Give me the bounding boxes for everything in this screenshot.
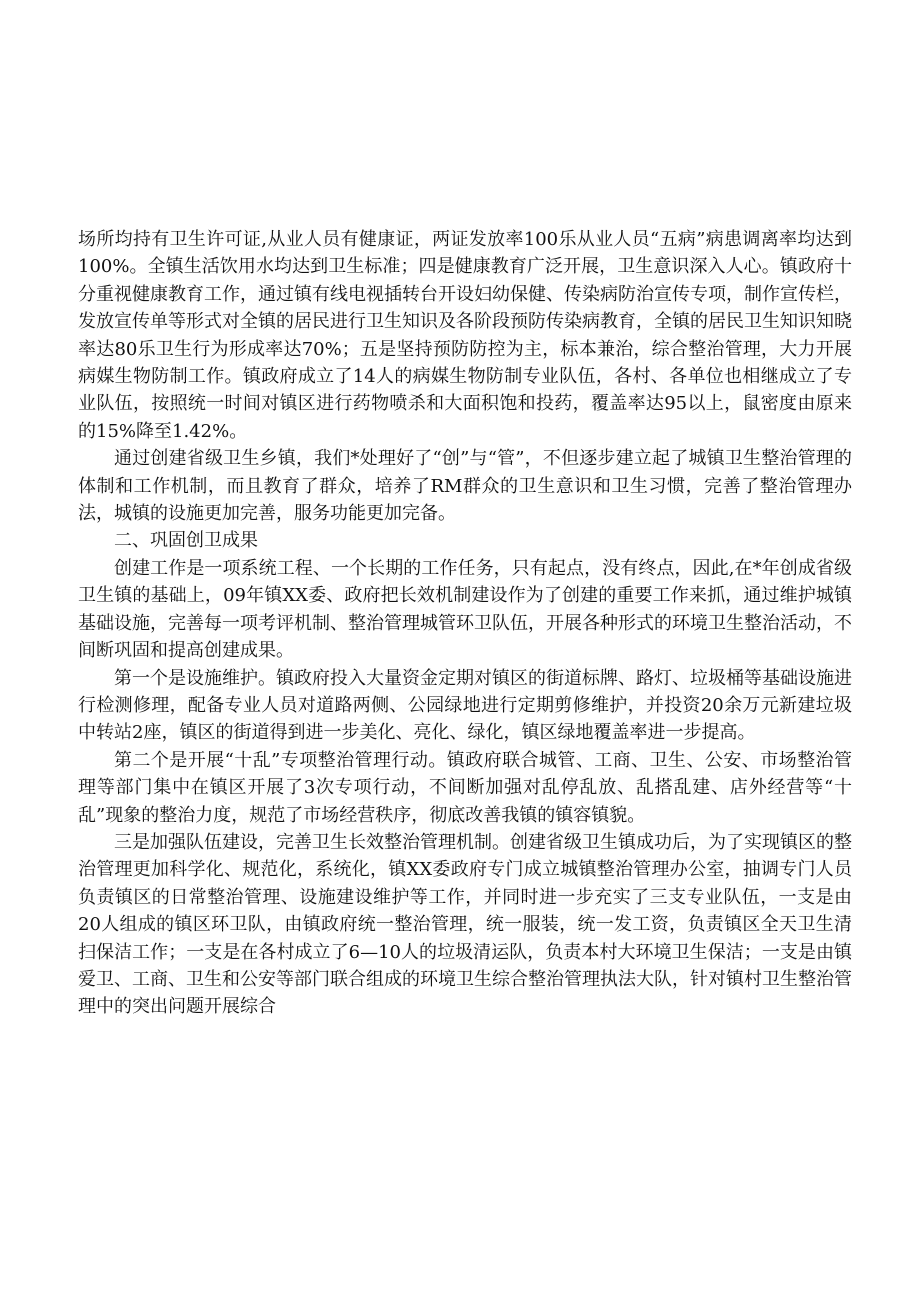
paragraph-special-action: 第二个是开展“十乱”专项整治管理行动。镇政府联合城管、工商、卫生、公安、市场整治管理等部门集中在镇区开展了3次专项行动，不间断加强对乱停乱放、乱搭乱建、店外经营等“十乱”现象的整治力度，规范了市场经营秩序，彻底改善我镇的镇容镇貌。 xyxy=(78,749,852,826)
section-heading: 二、巩固创卫成果 xyxy=(114,530,258,552)
paragraph-summary: 通过创建省级卫生乡镇，我们*处理好了“创”与“管”，不但逐步建立起了城镇卫生整治管理的体制和工作机制，而且教育了群众，培养了RM群众的卫生意识和卫生习惯，完善了整治管理办法，城镇的设施更加完善，服务功能更加完备。 xyxy=(78,448,852,525)
paragraph-team-building: 三是加强队伍建设，完善卫生长效整治管理机制。创建省级卫生镇成功后，为了实现镇区的整治管理更加科学化、规范化，系统化，镇XX委政府专门成立城镇整治管理办公室，抽调专门人员负责镇区的日常整治管理、设施建设维护等工作，并同时进一步充实了三支专业队伍，一支是由20人组成的镇区环卫队，由镇政府统一整治管理，统一服装，统一发工资，负责镇区全天卫生清扫保洁工作；一支是在各村成立了6—10人的垃圾清运队，负责本村大环境卫生保洁；一支是由镇爱卫、工商、卫生和公安等部门联合组成的环境卫生综合整治管理执法大队，针对镇村卫生整治管理中的突出问题开展综合 xyxy=(78,831,852,1018)
paragraph-facility-maintenance: 第一个是设施维护。镇政府投入大量资金定期对镇区的街道标牌、路灯、垃圾桶等基础设施进行检测修理，配备专业人员对道路两侧、公园绿地进行定期剪修维护，并投资20余万元新建垃圾中转站2座，镇区的街道得到进一步美化、亮化、绿化，镇区绿地覆盖率进一步提高。 xyxy=(78,667,852,744)
paragraph-intro: 创建工作是一项系统工程、一个长期的工作任务，只有起点，没有终点，因此,在*年创成省级卫生镇的基础上，09年镇XX委、政府把长效机制建设作为了创建的重要工作来抓，通过维护城镇基础设施，完善每一项考评机制、整治管理城管环卫队伍，开展各种形式的环境卫生整治活动，不间断巩固和提高创建成果。 xyxy=(78,557,852,662)
paragraph-continuation: 场所均持有卫生许可证,从业人员有健康证，两证发放率100乐从业人员“五病”病患调离率均达到100%。全镇生活饮用水均达到卫生标准；四是健康教育广泛开展，卫生意识深入人心。镇政府十分重视健康教育工作，通过镇有线电视插转台开设妇幼保健、传染病防治宣传专项，制作宣传栏，发放宣传单等形式对全镇的居民进行卫生知识及各阶段预防传染病教育，全镇的居民卫生知识知晓率达80乐卫生行为形成率达70%；五是坚持预防防控为主，标本兼治，综合整治管理，大力开展病媒生物防制工作。镇政府成立了14人的病媒生物防制专业队伍，各村、各单位也相继成立了专业队伍，按照统一时间对镇区进行药物喷杀和大面积饱和投药，覆盖率达95以上，鼠密度由原来的15%降至1.42%。 xyxy=(78,229,852,442)
document-body xyxy=(78,226,852,1021)
